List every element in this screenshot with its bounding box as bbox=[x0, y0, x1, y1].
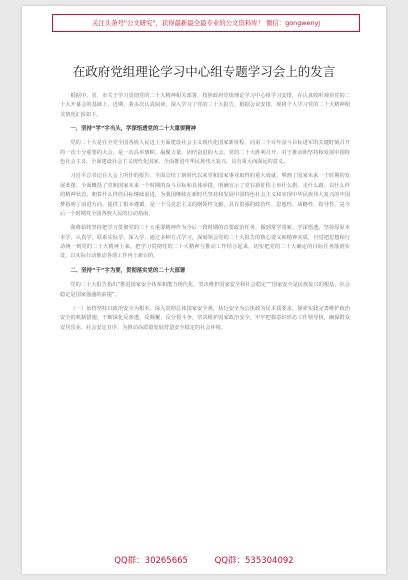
body-paragraph: （一）始终坚持以政治安全为根本。深入贯彻总体国家安全观，执行安全为公执政为民本质要求，探索实践完善维护政治安全的机制措施，不断深化反渗透、反颠覆、反分裂斗争，坚决维护国家政治安全，牢牢把握意识形态工作领导权，确保群众安居乐业、社会安定有序，为推动高质量发展营造安全稳定的社会环境。 bbox=[60, 305, 350, 331]
footer-contacts bbox=[22, 554, 386, 566]
footer-qq-2: QQ群：535304092 bbox=[214, 556, 294, 566]
body-paragraph: 党的二十大报告指出“推进国家安全体系和能力现代化，坚决维护国家安全和社会稳定”“国家安全是民族复兴的根基，社会稳定是国家强盛的前提”。 bbox=[60, 282, 350, 298]
section-heading: 一、坚持“学”字当头，学深悟透党的二十大重要精神 bbox=[70, 126, 197, 133]
document-title: 在政府党组理论学习中心组专题学习会上的发言 bbox=[72, 64, 336, 79]
promo-banner: 关注头条号"公文研究"，获得最新最全最专业的公文资料库！ 微信：gongwenyj bbox=[52, 14, 360, 32]
section-heading: 二、坚持“干”字为要，贯彻落实党的二十大部署 bbox=[70, 267, 186, 274]
body-paragraph: 习近平总书记在大会上所作的报告，全面总结了新时代以来党和国家事业取得的重大成就，擘画了国家未来一个时期的发展蓝图，全面概括了党和国家未来一个时期的奋斗目标和具体举措，明确宣示了党在新征程上举什么旗、走什么路、以什么样的精神状态、朝着什么样的目标继续前进，为我国继续在新时代坚持和发展中国特色社会主义和实现中华民族伟大复兴的中国梦指明了前进方向、提供了根本遵循，是一个马克思主义的纲领性文献，具有很强的政治性、思想性、战略性、指导性，是今后一个时期党全国各族人民的行动指南。 bbox=[60, 173, 350, 218]
document-body bbox=[60, 92, 350, 338]
body-paragraph: 我将始终坚持把学习贯彻党的二十大重要精神作为今后一段时期的首要政治任务，做到常学常新、学深悟透。坚持原原本本学、认真学，联系实际学、深入学，通过多种方式学习，深刻领会党的二十大报告的核心要义和精神实质，自觉把思想和行动统一到党的二十大精神上来。把学习贯彻党的二十大精神与推动工作结合起来，切实把党的二十大确定的目标任务落到实处，以实际行动推动各项工作再上新台阶。 bbox=[60, 225, 350, 260]
body-paragraph: 党的二十大是在全党全国各族人民迈上全面建设社会主义现代化国家新征程、向第二个百年奋斗目标进军的关键时刻召开的一次十分重要的大会，是一次高举旗帜、凝聚力量、团结奋进的大会。党的二十大胜利召开，对于推动和坚持和发展中国特色社会主义、全面建设社会主义现代化国家、全面推进中华民族伟大复兴，具有重大而深远的意义。 bbox=[60, 140, 350, 166]
body-paragraph: 根据中、省、市关于学习贯彻党的二十大精神相关部署，按照政府党组理论学习中心组学习安排，在认真收听观看党的二十大开幕会的基础上，近期，我多次认真阅读、深入学习了党的二十大报告。根据会议安排，现将个人学习党的二十大精神相关情况汇报如下。 bbox=[60, 93, 350, 118]
footer-qq-1: QQ群：30265665 bbox=[114, 556, 188, 566]
document-page bbox=[22, 6, 386, 574]
